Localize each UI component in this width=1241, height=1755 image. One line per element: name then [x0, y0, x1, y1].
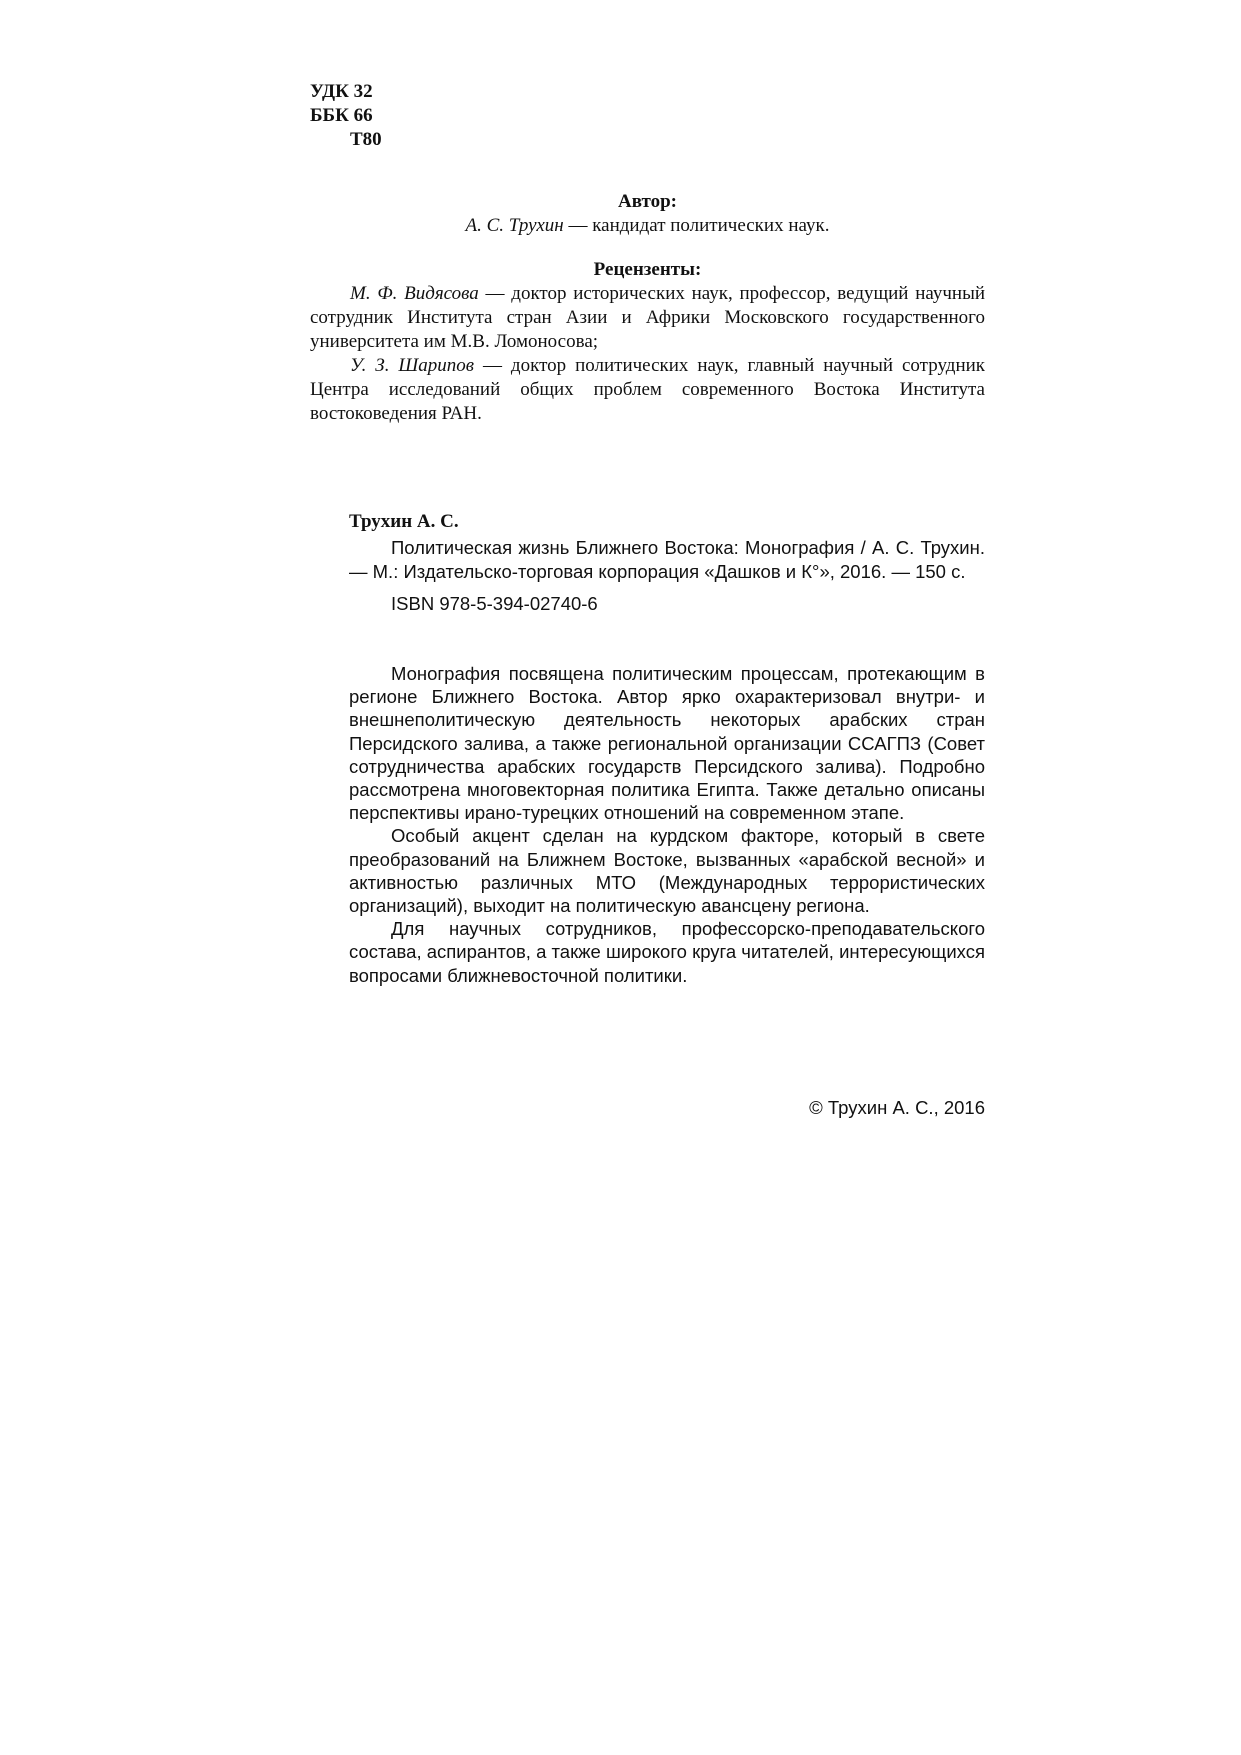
reviewers-section [310, 258, 985, 426]
reviewer-description: — доктор политических наук, главный научный сотрудник Центра исследований общих проблем современного Востока Института востоковедения РАН. [310, 355, 986, 424]
annotation-paragraph: Особый акцент сделан на курдском факторе, который в свете преобразований на Ближнем Востоке, вызванных «арабской весной» и активностью различных МТО (Международных террористических организаций), выходит на политическую авансцену региона. [349, 825, 985, 917]
reviewer-name: У. З. Шарипов [350, 355, 474, 376]
bibliographic-description [349, 536, 985, 584]
reviewer-name: М. Ф. Видясова [350, 283, 479, 304]
bibliographic-author-heading: Трухин А. С. [349, 511, 459, 532]
udk-code: УДК 32 [310, 81, 373, 102]
bibliographic-description-text: Политическая жизнь Ближнего Востока: Монография / А. С. Трухин. — М.: Издательско-торговая корпорация «Дашков и К°», 2016. — 150 с. [349, 537, 985, 582]
author-description: — кандидат политических наук. [563, 215, 830, 236]
reviewer-entry [310, 354, 985, 426]
classification-codes [310, 80, 382, 152]
annotation [349, 662, 985, 987]
reviewers-heading: Рецензенты: [593, 259, 702, 280]
annotation-paragraph: Монография посвящена политическим процессам, протекающим в регионе Ближнего Востока. Автор ярко охарактеризовал внутри- и внешнеполитическую деятельность некоторых арабских стран Персидского залива, а также региональной организации ССАГПЗ (Совет сотрудничества арабских государств Персидского залива). Подробно рассмотрена многовекторная политика Египта. Также детально описаны перспективы ирано-турецких отношений на современном этапе. [349, 663, 985, 824]
author-mark: Т80 [350, 129, 382, 150]
reviewer-description: — доктор исторических наук, профессор, ведущий научный сотрудник Института стран Азии и Африки Московского государственного университета им М.В. Ломоносова; [310, 283, 986, 352]
copyright-line: © Трухин А. С., 2016 [809, 1097, 985, 1118]
bbk-code: ББК 66 [310, 105, 373, 126]
annotation-paragraph: Для научных сотрудников, профессорско-преподавательского состава, аспирантов, а также широкого круга читателей, интересующихся вопросами ближневосточной политики. [349, 918, 985, 986]
author-name: А. С. Трухин [465, 215, 564, 236]
author-section [310, 190, 985, 238]
bibliographic-record [349, 536, 985, 616]
author-line [310, 214, 985, 238]
reviewer-entry [310, 282, 985, 354]
isbn: ISBN 978-5-394-02740-6 [391, 593, 598, 614]
author-heading: Автор: [618, 191, 677, 212]
